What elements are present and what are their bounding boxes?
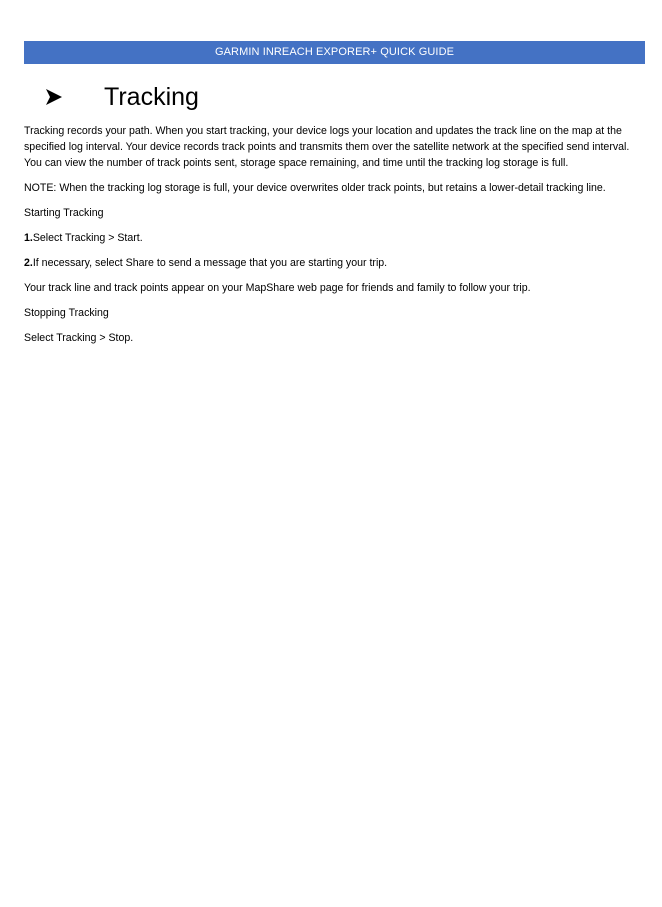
step-1 (24, 230, 646, 246)
step-2 (24, 255, 646, 271)
intro-paragraph: Tracking records your path. When you start tracking, your device logs your location and updates the track line on the map at the specified log interval. Your device records track points and transmits them over the satellite network at the specified send interval. You can view the number of track points sent, storage space remaining, and time until the tracking log storage is full. (24, 125, 630, 170)
starting-tracking-heading: Starting Tracking (24, 207, 104, 220)
header-title: GARMIN INREACH EXPORER+ QUICK GUIDE (214, 46, 455, 58)
result-paragraph: Your track line and track points appear on your MapShare web page for friends and family to follow your trip. (24, 282, 531, 295)
section-title: Tracking (104, 83, 199, 111)
stopping-tracking-text: Select Tracking > Stop. (24, 332, 134, 345)
note-paragraph: NOTE: When the tracking log storage is full, your device overwrites older track points, but retains a lower-detail tracking line. (24, 182, 606, 195)
step-number: 2. (24, 257, 33, 270)
page-header-bar (24, 41, 645, 64)
arrow-bullet-icon (44, 87, 64, 107)
section-heading (44, 80, 199, 114)
stopping-tracking-heading: Stopping Tracking (24, 307, 109, 320)
body-content (24, 123, 646, 355)
step-number: 1. (24, 232, 33, 245)
step-text: Select Tracking > Start. (32, 232, 143, 245)
step-text: If necessary, select Share to send a message that you are starting your trip. (32, 257, 388, 270)
